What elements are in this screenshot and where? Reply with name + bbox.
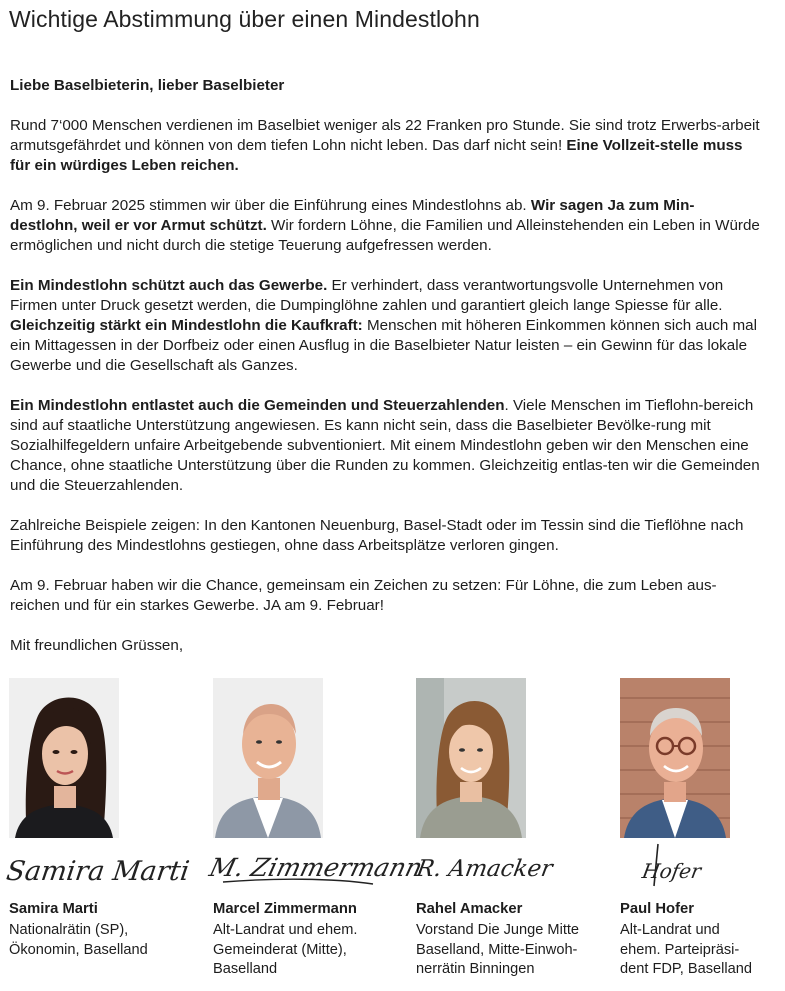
letter-body — [10, 76, 760, 676]
paragraph-3-text-a: Er verhindert, dass verantwortungsvolle Unternehmen von Firmen unter Druck gesetzt werden, die Dumpinglöhne zahlen und garantiert gleich lange Spiesse für alle. — [10, 277, 724, 314]
portrait-photo — [416, 678, 526, 838]
svg-text:Samira Marti: Samira Marti — [4, 856, 192, 887]
signer-name: Marcel Zimmermann — [213, 901, 357, 917]
signer-role-line: nerrätin Binningen — [416, 961, 535, 977]
paragraph-2-text-a: Am 9. Februar 2025 stimmen wir über die Einführung eines Mindestlohns ab. — [10, 197, 531, 214]
signer-role — [620, 921, 752, 980]
paragraph-1-text: Rund 7‘000 Menschen verdienen im Baselbiet weniger als 22 Franken pro Stunde. Sie sind trotz Erwerbs-arbeit armutsgefährdet und können von dem tiefen Lohn nicht leben. Das darf nicht sein! — [10, 117, 760, 154]
signers-row — [0, 678, 768, 991]
signer-role-line: Alt-Landrat und ehem. — [213, 922, 358, 938]
paragraph-1 — [10, 116, 760, 176]
signature-image — [620, 840, 785, 896]
signer-role-line: Gemeinderat (Mitte), — [213, 941, 347, 958]
signer-role — [9, 921, 148, 960]
signature-image — [4, 840, 192, 896]
paragraph-4-text: . Viele Menschen im Tieflohn-bereich sind auf staatliche Unterstützung angewiesen. Es kann nicht sein, dass die Baselbieter Bevölke-rung mit Sozialhilfegeldern unfaire Arbeitgebende subventioniert. Mit einem Mindestlohn geben wir den Menschen eine Chance, ohne staatliche Unterstützung über die Runden zu kommen. Gleichzeitig entlas-ten wir die Gemeinden und die Steuerzahlenden. — [10, 397, 760, 494]
paragraph-2-bold: Wir sagen Ja zum Min-destlohn, weil er vor Armut schützt. — [10, 197, 695, 234]
closing: Mit freundlichen Grüssen, — [10, 637, 184, 654]
signature-image — [416, 840, 581, 896]
paragraph-6: Am 9. Februar haben wir die Chance, gemeinsam ein Zeichen zu setzen: Für Löhne, die zum Leben aus-reichen und für ein starkes Gewerbe. JA am 9. Februar! — [10, 577, 717, 614]
signer-role-line: Baselland, Mitte-Einwoh- — [416, 941, 578, 958]
svg-text:M. Zimmermann: M. Zimmermann — [206, 852, 426, 882]
paragraph-2-text-b: Wir fordern Löhne, die Familien und Alleinstehenden ein Leben in Würde ermöglichen und nicht durch die stetige Teuerung aufgefressen werden. — [10, 217, 760, 254]
signer-role-line: dent FDP, Baselland — [620, 961, 752, 977]
page-title: Wichtige Abstimmung über einen Mindestlohn — [9, 6, 480, 32]
portrait-photo — [9, 678, 119, 838]
svg-text:Hofer: Hofer — [640, 859, 703, 883]
paragraph-3-bold-b: Gleichzeitig stärkt ein Mindestlohn die Kaufkraft: — [10, 317, 363, 334]
paragraph-3 — [10, 276, 760, 376]
signer-name: Samira Marti — [9, 901, 98, 917]
greeting: Liebe Baselbieterin, lieber Baselbieter — [10, 77, 285, 94]
paragraph-4-bold: Ein Mindestlohn entlastet auch die Gemeinden und Steuerzahlenden — [10, 397, 505, 414]
signer-role — [416, 921, 579, 980]
paragraph-5: Zahlreiche Beispiele zeigen: In den Kantonen Neuenburg, Basel-Stadt oder im Tessin sind die Tieflöhne nach Einführung des Mindestlohns gestiegen, ohne dass Arbeitsplätze verloren gingen. — [10, 517, 744, 554]
portrait-photo — [620, 678, 730, 838]
signer-role-line: Nationalrätin (SP), — [9, 922, 129, 938]
signature-image — [206, 840, 426, 896]
signer-role-line: Baselland — [213, 961, 278, 977]
signer-role-line: Vorstand Die Junge Mitte — [416, 922, 580, 938]
signer-name: Paul Hofer — [620, 901, 694, 917]
paragraph-3-text-b: Menschen mit höheren Einkommen können sich auch mal ein Mittagessen in der Dorfbeiz oder einen Ausflug in die Baselbieter Natur leisten – ein Gewinn für das lokale Gewerbe und die Gesellschaft als Ganzes. — [10, 317, 757, 374]
paragraph-4 — [10, 396, 760, 496]
svg-text:R. Amacker: R. Amacker — [414, 855, 555, 882]
paragraph-3-bold-a: Ein Mindestlohn schützt auch das Gewerbe. — [10, 277, 328, 294]
signer-name: Rahel Amacker — [416, 901, 523, 917]
portrait-photo — [213, 678, 323, 838]
paragraph-1-bold: Eine Vollzeit-stelle muss für ein würdiges Leben reichen. — [10, 137, 743, 174]
paragraph-2 — [10, 196, 760, 256]
signer-role-line: Ökonomin, Baselland — [9, 941, 148, 958]
signer-role — [213, 921, 357, 980]
signer-role-line: ehem. Parteipräsi- — [620, 941, 740, 958]
signer-role-line: Alt-Landrat und — [620, 922, 720, 938]
